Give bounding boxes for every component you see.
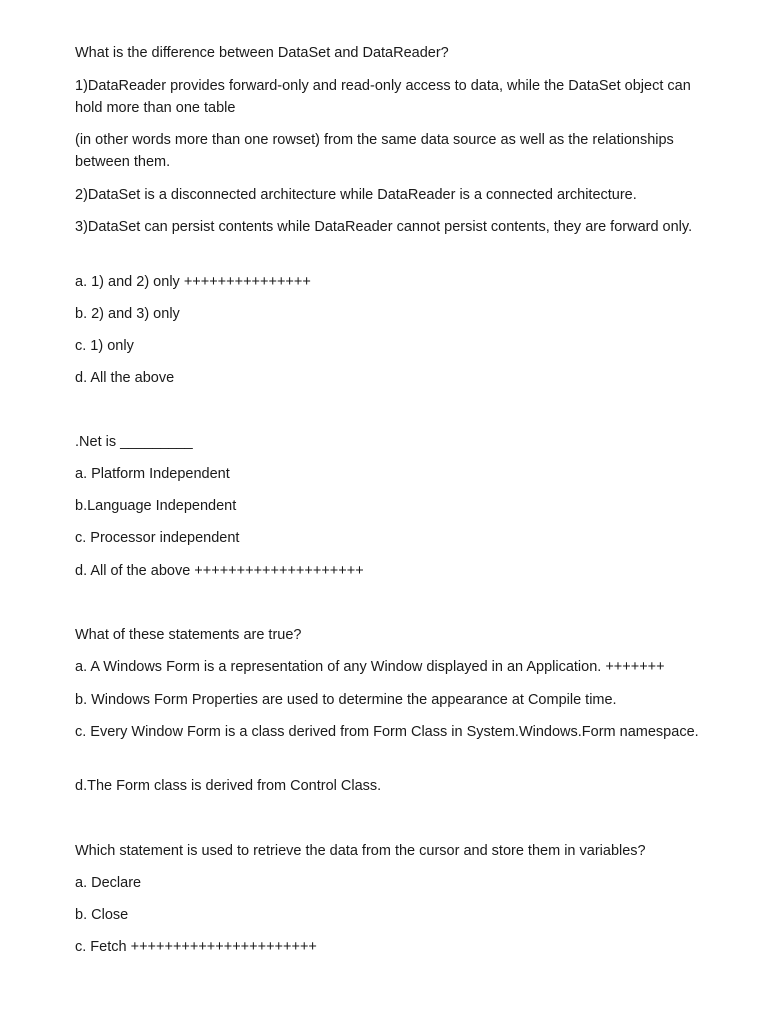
question-2-option-c: c. Processor independent xyxy=(75,530,240,546)
question-4-stem: Which statement is used to retrieve the data from the cursor and store them in variables? xyxy=(75,843,646,859)
question-3-option-d: d.The Form class is derived from Control Class. xyxy=(75,778,382,794)
question-2-option-d: d. All of the above ++++++++++++++++++++ xyxy=(75,563,364,579)
question-4-option-a: a. Declare xyxy=(75,875,142,891)
question-1-stem: What is the difference between DataSet and DataReader? xyxy=(75,45,449,61)
question-3-option-b: b. Windows Form Properties are used to determine the appearance at Compile time. xyxy=(75,692,617,708)
question-1-option-c: c. 1) only xyxy=(75,338,134,354)
question-1-option-d: d. All the above xyxy=(75,370,175,386)
question-3-option-c: c. Every Window Form is a class derived from Form Class in System.Windows.Form namespace. xyxy=(75,724,699,740)
question-2-option-a: a. Platform Independent xyxy=(75,466,230,482)
question-4-option-b: b. Close xyxy=(75,907,129,923)
question-1-statement-1: 1)DataReader provides forward-only and read-only access to data, while the DataSet object can hold more than one table xyxy=(75,78,691,116)
question-1-option-a: a. 1) and 2) only +++++++++++++++ xyxy=(75,274,311,290)
question-1-statement-1-cont: (in other words more than one rowset) from the same data source as well as the relationships between them. xyxy=(75,132,674,170)
question-3-stem: What of these statements are true? xyxy=(75,627,302,643)
question-1-statement-3: 3)DataSet can persist contents while DataReader cannot persist contents, they are forward only. xyxy=(75,219,693,235)
question-2-option-b: b.Language Independent xyxy=(75,498,237,514)
question-4-option-c: c. Fetch ++++++++++++++++++++++ xyxy=(75,939,317,955)
question-2-stem: .Net is _________ xyxy=(75,434,193,450)
question-3-option-a: a. A Windows Form is a representation of any Window displayed in an Application. +++++++ xyxy=(75,659,665,675)
question-1-statement-2: 2)DataSet is a disconnected architecture while DataReader is a connected architecture. xyxy=(75,187,637,203)
question-1-option-b: b. 2) and 3) only xyxy=(75,306,180,322)
